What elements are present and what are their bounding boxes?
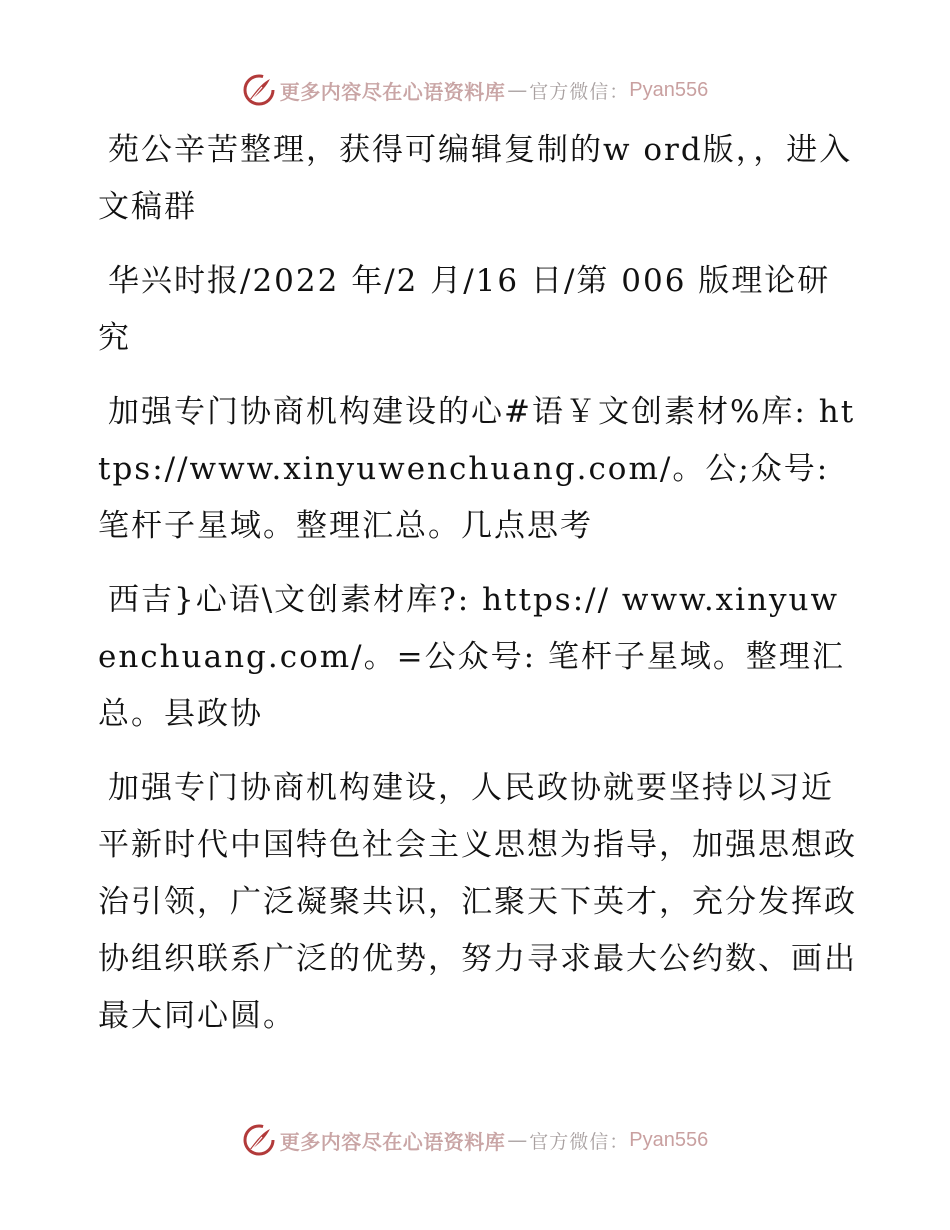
header-watermark-banner [0, 70, 950, 110]
footer-watermark-banner [0, 1120, 950, 1160]
document-body [98, 122, 858, 1062]
watermark-official-label: 官方微信： [529, 80, 630, 103]
paragraph-note: 苑公辛苦整理，获得可编辑复制的w ord版，，进入文稿群 [98, 132, 853, 225]
paragraph-source: 华兴时报/2022 年/2 月/16 日/第 006 版理论研究 [98, 263, 831, 356]
watermark-text: 更多内容尽在心语资料库 [279, 1129, 506, 1154]
watermark-official-label: 官方微信： [529, 1130, 630, 1153]
watermark-dash: — [507, 1128, 528, 1152]
paragraph-title: 加强专门协商机构建设的心#语￥文创素材%库: https://www.xinyuwenchuang.com/。公;众号: 笔杆子星域。整理汇总。几点思考 [98, 394, 856, 544]
watermark-wechat-handle: Pyan556 [629, 78, 709, 101]
watermark-dash: — [507, 78, 528, 102]
watermark-wechat-handle: Pyan556 [629, 1128, 709, 1151]
paragraph-body: 加强专门协商机构建设，人民政协就要坚持以习近平新时代中国特色社会主义思想为指导，加强思想政治引领，广泛凝聚共识，汇聚天下英才，充分发挥政协组织联系广泛的优势，努力寻求最大公约数、画出最大同心圆。 [98, 770, 857, 1034]
feather-pen-logo-icon [242, 1123, 276, 1157]
watermark-text: 更多内容尽在心语资料库 [279, 79, 506, 104]
paragraph-author: 西吉}心语\文创素材库?: https:// www.xinyuwenchuang.com/。=公众号: 笔杆子星域。整理汇总。县政协 [98, 582, 845, 732]
feather-pen-logo-icon [242, 73, 276, 107]
